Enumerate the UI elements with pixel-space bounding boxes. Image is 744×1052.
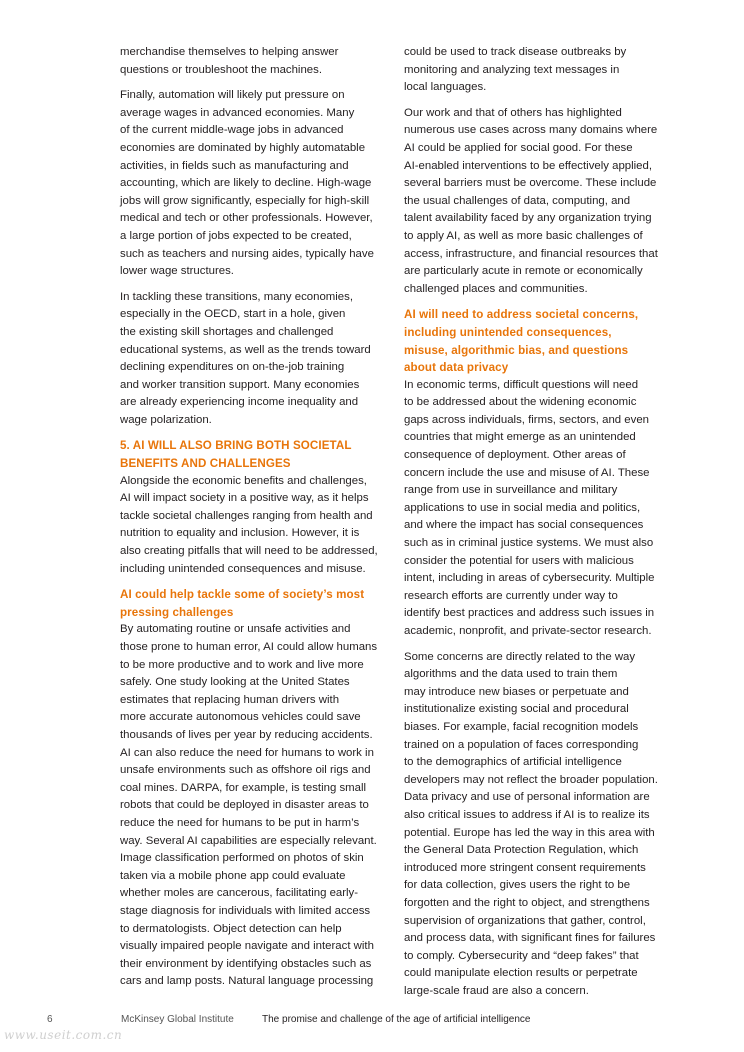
running-title: The promise and challenge of the age of artificial intelligence xyxy=(262,1014,531,1025)
paragraph-societal-benefits: Alongside the economic benefits and challenges, AI will impact society in a positive way, as it helps tackle societal challenges ranging from health and nutrition to equality and inclusion. However, it is also creating pitfalls that will need to be addressed, including unintended consequences and misuse. xyxy=(120,474,378,575)
paragraph-biases: Some concerns are directly related to the way algorithms and the data used to train them may introduce new biases or perpetuate and institutionalize existing social and procedural biases. For example, facial recognition models trained on a population of faces corresponding to the demographics of artificial intelligence developers may not reflect the broader population. Data privacy and use of personal information are also critical issues to address if AI is to realize its potential. Europe has led the way in this area with the General Data Protection Regulation, which introduced more stringent consent requirements for data collection, gives users the right to be forgotten and the right to object, and strengthens supervision of organizations that gather, control, and process data, with significant fines for failures to comply. Cybersecurity and “deep fakes” that could manipulate election results or perpetrate large-scale fraud are also a concern. xyxy=(404,650,658,997)
subheading-societal-concerns: AI will need to address societal concerns, including unintended consequences, misuse, algorithmic bias, and questions about data privacy xyxy=(404,308,639,375)
page-number: 6 xyxy=(47,1014,53,1025)
paragraph-transitions: In tackling these transitions, many economies, especially in the OECD, start in a hole, given the existing skill shortages and challenged educational systems, as well as the trends toward declining expenditures on on-the-job training and worker transition support. Many economies are already experiencing income inequality and wage polarization. xyxy=(120,290,371,426)
paragraph-wages: Finally, automation will likely put pressure on average wages in advanced economies. Many of the current middle-wage jobs in advanced economies are dominated by highly automatable activities, in fields such as manufacturing and accounting, which are likely to decline. High-wage jobs will grow significantly, especially for high-skill medical and tech or other professionals. However, a large portion of jobs expected to be created, such as teachers and nursing aides, typically have lower wage structures. xyxy=(120,89,374,278)
watermark: www.useit.com.cn xyxy=(4,1028,123,1042)
heading-section-5: 5. AI WILL ALSO BRING BOTH SOCIETAL BENEFITS AND CHALLENGES xyxy=(120,439,352,471)
right-column xyxy=(404,44,670,1008)
left-column xyxy=(120,44,388,999)
paragraph-automating-routine: By automating routine or unsafe activities and those prone to human error, AI could allow humans to be more productive and to work and live more safely. One study looking at the United States estimates that replacing human drivers with more accurate autonomous vehicles could save thousands of lives per year by reducing accidents. AI can also reduce the need for humans to work in unsafe environments such as offshore oil rigs and coal mines. DARPA, for example, is testing small robots that could be deployed in disaster areas to reduce the need for humans to be put in harm’s way. Several AI capabilities are especially relevant. Image classification performed on photos of skin taken via a mobile phone app could evaluate whether moles are cancerous, facilitating early- stage diagnosis for individuals with limited access to dermatologists. Object detection can help visually impaired people navigate and interact with their environment by identifying obstacles such as cars and lamp posts. Natural language processing xyxy=(120,623,378,988)
publisher-name: McKinsey Global Institute xyxy=(121,1014,234,1025)
paragraph-merchandise: merchandise themselves to helping answer questions or troubleshoot the machines. xyxy=(120,46,339,76)
subheading-tackle-challenges: AI could help tackle some of society’s most pressing challenges xyxy=(120,588,365,619)
paragraph-social-good: Our work and that of others has highlighted numerous use cases across many domains where AI could be applied for social good. For these AI-enabled interventions to be effectively applied, several barriers must be overcome. These include the usual challenges of data, computing, and talent availability faced by any organization trying to apply AI, as well as more basic challenges of access, infrastructure, and financial resources that are particularly acute in remote or economically challenged places and communities. xyxy=(404,106,658,295)
paragraph-disease-outbreaks: could be used to track disease outbreaks by monitoring and analyzing text messages in local languages. xyxy=(404,46,627,94)
paragraph-economic-terms: In economic terms, difficult questions will need to be addressed about the widening economic gaps across individuals, firms, sectors, and even countries that might emerge as an unintended consequence of deployment. Other areas of concern include the use and misuse of AI. These range from use in surveillance and military applications to use in social media and politics, and where the impact has social consequences such as in criminal justice systems. We must also consider the potential for users with malicious intent, including in areas of cybersecurity. Multiple research efforts are currently under way to identify best practices and address such issues in academic, nonprofit, and private-sector research. xyxy=(404,378,655,637)
